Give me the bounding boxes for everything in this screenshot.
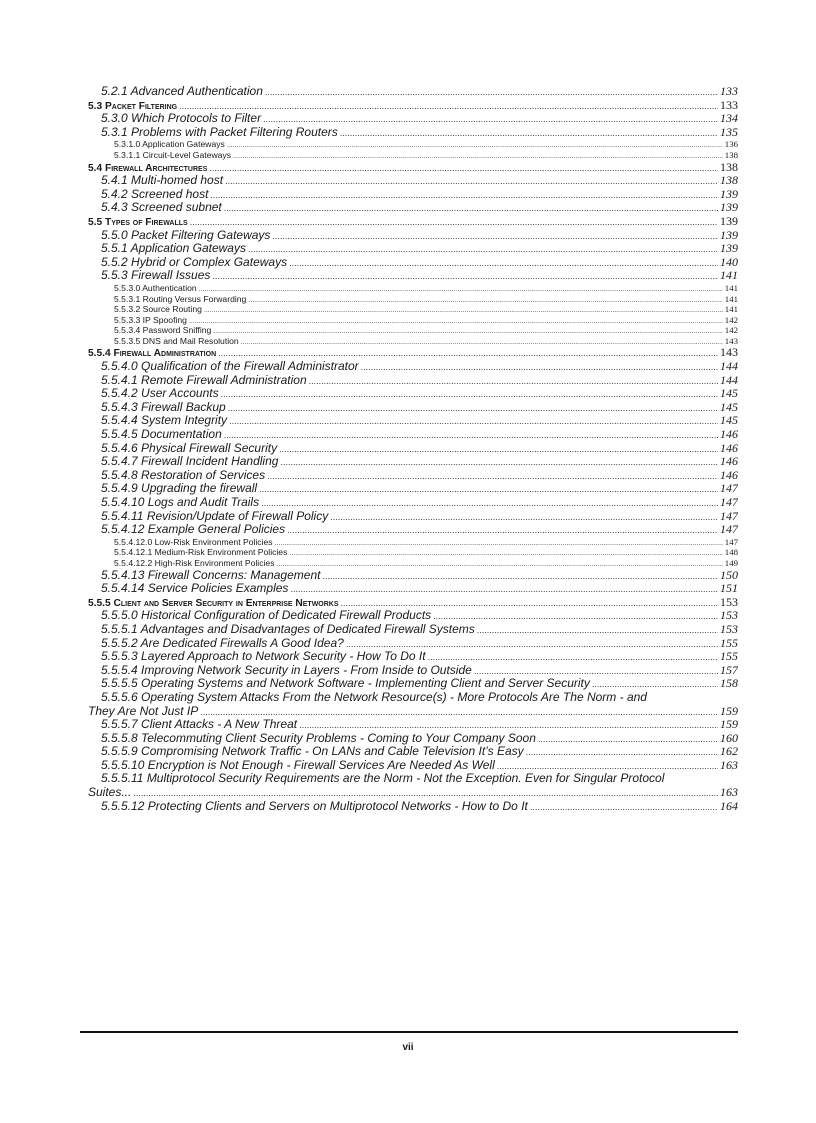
- toc-entry-label: 5.5.0 Packet Filtering Gateways: [101, 228, 271, 242]
- dot-leader: [248, 243, 718, 256]
- dot-leader: [241, 338, 723, 347]
- toc-entry[interactable]: [88, 718, 738, 732]
- toc-entry-label: Suites...: [88, 786, 132, 800]
- toc-page-number: 141: [724, 304, 738, 315]
- toc-entry[interactable]: [88, 99, 738, 113]
- toc-page-number: 146: [720, 455, 738, 469]
- toc-entry-label: 5.5.5.11 Multiprotocol Security Requirements are the Norm - Not the Exception. Even for Singular Protocol: [101, 772, 665, 786]
- toc-page-number: 164: [720, 799, 738, 813]
- toc-entry-label: 5.5.5.6 Operating System Attacks From the Network Resource(s) - More Protocols Are The Norm - and: [101, 690, 647, 704]
- toc-entry-label: 5.5.5.2 Are Dedicated Firewalls A Good Idea?: [101, 636, 344, 650]
- toc-entry[interactable]: [88, 256, 738, 270]
- toc-entry-label: 5.5.4.11 Revision/Update of Firewall Policy: [101, 509, 329, 523]
- toc-page-number: 155: [720, 650, 738, 664]
- toc-entry-label: 5.5.4.0 Qualification of the Firewall Administrator: [101, 360, 359, 374]
- toc-entry-label: 5.5.3.3 IP Spoofing: [114, 314, 187, 325]
- dot-leader: [179, 100, 718, 113]
- toc-entry-label: 5.5.4.10 Logs and Audit Trails: [101, 496, 260, 509]
- toc-entry[interactable]: [88, 215, 738, 229]
- toc-page-number: 136: [724, 139, 738, 150]
- dot-leader: [592, 678, 718, 691]
- dot-leader: [227, 141, 723, 150]
- toc-entry[interactable]: [88, 469, 738, 483]
- dot-leader: [330, 511, 718, 524]
- toc-page-number: 140: [720, 255, 738, 269]
- dot-leader: [204, 306, 723, 315]
- toc-page-number: 160: [720, 731, 738, 745]
- toc-entry-label: 5.5.4.2 User Accounts: [101, 387, 219, 401]
- dot-leader: [190, 216, 718, 229]
- toc-entry-label: 5.3.1.0 Application Gateways: [114, 139, 225, 150]
- toc-entry-label: 5.5.5.7 Client Attacks - A New Threat: [101, 718, 298, 732]
- toc-section-title: Types of Firewalls: [105, 216, 188, 228]
- toc-page-number: 141: [724, 293, 738, 304]
- toc-entry[interactable]: [88, 139, 738, 150]
- toc-entry-label: 5.3.1 Problems with Packet Filtering Routers: [101, 125, 338, 139]
- toc-entry-label: 5.5.5.3 Layered Approach to Network Security - How To Do It: [101, 650, 426, 664]
- toc-entry[interactable]: [88, 428, 738, 442]
- toc-entry[interactable]: [88, 85, 738, 99]
- toc-entry-label: [88, 216, 188, 229]
- dot-leader: [474, 665, 718, 678]
- toc-entry-label: 5.5.5.0 Historical Configuration of Dedicated Firewall Products: [101, 609, 432, 623]
- toc-section-title: Packet Filtering: [105, 100, 178, 112]
- dot-leader: [299, 719, 718, 732]
- dot-leader: [428, 651, 718, 664]
- toc-section-title: Firewall Administration: [113, 348, 217, 360]
- toc-page-number: 148: [724, 547, 738, 558]
- toc-page-number: 141: [720, 269, 738, 283]
- dot-leader: [263, 113, 718, 126]
- dot-leader: [538, 733, 718, 746]
- toc-page-number: 157: [720, 663, 738, 677]
- toc-section-title: Client and Server Security in Enterprise Networks: [113, 597, 339, 609]
- toc-entry[interactable]: [88, 336, 738, 347]
- dot-leader: [233, 152, 723, 161]
- toc-page-number: 144: [720, 360, 738, 374]
- dot-leader: [341, 597, 718, 610]
- toc-entry-label: [88, 162, 207, 175]
- toc-entry-label: 5.5.4.5 Documentation: [101, 428, 222, 442]
- toc-entry[interactable]: [88, 569, 738, 583]
- toc-page-number: 139: [720, 201, 738, 215]
- toc-entry-label: 5.5.3.4 Password Sniffing: [114, 325, 212, 336]
- toc-page-number: 153: [720, 595, 738, 609]
- footer-rule: [80, 1031, 738, 1033]
- toc-entry-label: 5.5.3.1 Routing Versus Forwarding: [114, 293, 247, 304]
- toc-page-number: 151: [720, 582, 738, 596]
- page-number: vii: [402, 1042, 414, 1053]
- toc-page-number: 162: [720, 745, 738, 759]
- toc-entry[interactable]: [88, 126, 738, 140]
- toc-entry[interactable]: [88, 609, 738, 623]
- toc-entry[interactable]: [88, 269, 738, 283]
- toc-entry[interactable]: [88, 523, 738, 537]
- toc-page-number: 142: [724, 314, 738, 325]
- dot-leader: [526, 746, 718, 759]
- toc-entry[interactable]: [88, 346, 738, 360]
- toc-page-number: 139: [720, 214, 738, 228]
- toc-entry-label: 5.5.5.10 Encryption is Not Enough - Firewall Services Are Needed As Well: [101, 758, 495, 772]
- toc-entry[interactable]: [88, 188, 738, 202]
- toc-entry[interactable]: [88, 387, 738, 401]
- toc-entry[interactable]: [88, 304, 738, 315]
- dot-leader: [229, 415, 718, 428]
- dot-leader: [224, 429, 718, 442]
- dot-leader: [213, 327, 723, 336]
- toc-entry[interactable]: [88, 537, 738, 548]
- dot-leader: [210, 189, 718, 202]
- dot-leader: [248, 296, 722, 305]
- toc-page-number: 135: [720, 125, 738, 139]
- toc-entry-label: [88, 597, 339, 610]
- toc-entry[interactable]: [88, 496, 738, 510]
- dot-leader: [275, 539, 723, 548]
- toc-entry-label: 5.5.4.9 Upgrading the firewall: [101, 482, 258, 496]
- toc-page-number: 145: [720, 414, 738, 428]
- dot-leader: [133, 787, 718, 800]
- toc-entry-label: 5.3.1.1 Circuit-Level Gateways: [114, 149, 232, 160]
- toc-page-number: 159: [720, 704, 738, 718]
- toc-entry[interactable]: [88, 401, 738, 415]
- dot-leader: [265, 86, 718, 99]
- toc-entry[interactable]: [88, 745, 738, 759]
- dot-leader: [267, 470, 718, 483]
- toc-entry[interactable]: [88, 374, 738, 388]
- toc-entry-label: 5.4.3 Screened subnet: [101, 201, 222, 215]
- toc-page-number: 138: [720, 160, 738, 174]
- toc-entry[interactable]: [88, 482, 738, 496]
- dot-leader: [225, 175, 718, 188]
- toc-entry[interactable]: [88, 759, 738, 773]
- toc-page-number: 163: [720, 758, 738, 772]
- toc-entry[interactable]: [88, 637, 738, 651]
- toc-entry[interactable]: [88, 112, 738, 126]
- toc-page-number: 146: [720, 428, 738, 442]
- toc-entry-label: 5.5.4.6 Physical Firewall Security: [101, 441, 278, 455]
- toc-entry-label: 5.5.4.3 Firewall Backup: [101, 400, 226, 414]
- toc-entry-label: 5.5.3.2 Source Routing: [114, 304, 202, 315]
- dot-leader: [228, 402, 718, 415]
- toc-entry[interactable]: [88, 325, 738, 336]
- toc-entry-label: 5.5.1 Application Gateways: [101, 242, 246, 256]
- dot-leader: [289, 549, 722, 558]
- toc-page-number: 158: [720, 677, 738, 691]
- dot-leader: [340, 127, 718, 140]
- toc-page-number: 133: [720, 85, 738, 98]
- toc-entry-line[interactable]: [88, 772, 738, 786]
- table-of-contents: [88, 85, 738, 813]
- toc-entry-label: 5.5.4.13 Firewall Concerns: Management: [101, 568, 321, 582]
- dot-leader: [530, 801, 718, 814]
- dot-leader: [290, 583, 718, 596]
- toc-page-number: 159: [720, 718, 738, 732]
- toc-entry-line[interactable]: [88, 691, 738, 705]
- toc-entry-label: 5.5.5.4 Improving Network Security in Layers - From Inside to Outside: [101, 663, 472, 677]
- dot-leader: [199, 285, 723, 294]
- toc-entry-label: 5.4.1 Multi-homed host: [101, 174, 224, 188]
- toc-page-number: 138: [724, 149, 738, 160]
- toc-entry[interactable]: [88, 650, 738, 664]
- toc-entry-label: 5.5.3.5 DNS and Mail Resolution: [114, 335, 239, 346]
- toc-entry[interactable]: [88, 161, 738, 175]
- toc-entry-label: 5.5.4.14 Service Policies Examples: [101, 582, 289, 596]
- toc-page-number: 153: [720, 609, 738, 623]
- toc-page-number: 155: [720, 636, 738, 650]
- dot-leader: [346, 638, 718, 651]
- dot-leader: [272, 230, 718, 243]
- toc-entry[interactable]: [88, 242, 738, 256]
- toc-entry-label: 5.5.4.7 Firewall Incident Handling: [101, 455, 279, 469]
- toc-page-number: 143: [720, 346, 738, 360]
- toc-section-number: 5.4: [88, 162, 103, 174]
- toc-page-number: 133: [720, 98, 738, 112]
- dot-leader: [221, 388, 718, 401]
- dot-leader: [322, 570, 718, 583]
- toc-entry[interactable]: [88, 150, 738, 161]
- toc-entry[interactable]: [88, 582, 738, 596]
- toc-page-number: 141: [724, 282, 738, 293]
- toc-entry[interactable]: [88, 623, 738, 637]
- toc-entry-label: 5.5.5.5 Operating Systems and Network Software - Implementing Client and Server Security: [101, 677, 590, 691]
- toc-entry-label: 5.5.4.4 System Integrity: [101, 414, 228, 428]
- dot-leader: [280, 456, 718, 469]
- toc-entry[interactable]: [88, 315, 738, 326]
- dot-leader: [277, 560, 723, 569]
- toc-entry[interactable]: [88, 283, 738, 294]
- toc-entry[interactable]: [88, 201, 738, 215]
- toc-entry-label: 5.5.4.12.2 High-Risk Environment Policies: [114, 557, 275, 568]
- toc-entry[interactable]: [88, 174, 738, 188]
- toc-page-number: 144: [720, 373, 738, 387]
- toc-entry-line[interactable]: [88, 786, 738, 800]
- toc-entry[interactable]: [88, 510, 738, 524]
- toc-entry-label: They Are Not Just IP: [88, 704, 199, 718]
- toc-page-number: 146: [720, 441, 738, 455]
- toc-page-number: 142: [724, 325, 738, 336]
- dot-leader: [218, 347, 718, 360]
- dot-leader: [287, 524, 718, 537]
- dot-leader: [200, 706, 718, 719]
- toc-page-number: 147: [720, 482, 738, 496]
- toc-entry-label: 5.5.4.1 Remote Firewall Administration: [101, 373, 307, 387]
- toc-entry[interactable]: [88, 732, 738, 746]
- dot-leader: [289, 257, 718, 270]
- toc-entry-label: 5.5.4.8 Restoration of Services: [101, 468, 266, 482]
- dot-leader: [261, 497, 718, 510]
- toc-page-number: 145: [720, 387, 738, 401]
- toc-entry-label: 5.5.3 Firewall Issues: [101, 269, 211, 283]
- toc-entry-label: [88, 347, 216, 360]
- toc-entry[interactable]: [88, 229, 738, 243]
- toc-entry[interactable]: [88, 596, 738, 610]
- dot-leader: [259, 483, 718, 496]
- toc-entry[interactable]: [88, 455, 738, 469]
- toc-entry-label: 5.5.4.12.0 Low-Risk Environment Policies: [114, 536, 273, 547]
- toc-page-number: 147: [724, 536, 738, 547]
- toc-page-number: 146: [720, 468, 738, 482]
- toc-page-number: 134: [720, 112, 738, 126]
- toc-page-number: 139: [720, 187, 738, 201]
- toc-entry[interactable]: [88, 294, 738, 305]
- toc-entry[interactable]: [88, 677, 738, 691]
- toc-entry-label: 5.5.5.8 Telecommuting Client Security Problems - Coming to Your Company Soon: [101, 731, 536, 745]
- toc-page-number: 145: [720, 400, 738, 414]
- dot-leader: [361, 361, 718, 374]
- toc-page-number: 138: [720, 174, 738, 188]
- dot-leader: [433, 610, 718, 623]
- toc-entry[interactable]: [88, 664, 738, 678]
- toc-page-number: 139: [720, 242, 738, 256]
- toc-page-number: 163: [720, 786, 738, 800]
- toc-page-number: 147: [720, 523, 738, 537]
- toc-entry[interactable]: [88, 547, 738, 558]
- toc-entry-label: 5.2.1 Advanced Authentication: [101, 85, 263, 98]
- dot-leader: [497, 760, 718, 773]
- toc-entry-label: [88, 100, 177, 113]
- toc-entry[interactable]: [88, 360, 738, 374]
- toc-entry-label: 5.5.5.1 Advantages and Disadvantages of Dedicated Firewall Systems: [101, 622, 475, 636]
- toc-entry[interactable]: [88, 558, 738, 569]
- toc-entry-label: 5.3.0 Which Protocols to Filter: [101, 112, 262, 126]
- toc-entry-label: 5.5.3.0 Authentication: [114, 282, 197, 293]
- toc-section-number: 5.5.5: [88, 597, 111, 609]
- toc-page-number: 149: [724, 557, 738, 568]
- toc-page-number: 153: [720, 622, 738, 636]
- dot-leader: [279, 443, 718, 456]
- dot-leader: [477, 624, 718, 637]
- toc-entry[interactable]: [88, 414, 738, 428]
- toc-entry-label: 5.5.2 Hybrid or Complex Gateways: [101, 255, 288, 269]
- toc-section-number: 5.5.4: [88, 348, 111, 360]
- toc-page-number: 139: [720, 228, 738, 242]
- toc-entry-label: 5.5.5.12 Protecting Clients and Servers on Multiprotocol Networks - How to Do It: [101, 799, 528, 813]
- toc-entry[interactable]: [88, 800, 738, 814]
- toc-page-number: 147: [720, 509, 738, 523]
- toc-entry-line[interactable]: [88, 705, 738, 719]
- dot-leader: [309, 375, 718, 388]
- toc-page-number: 143: [724, 335, 738, 346]
- toc-entry-label: 5.5.5.9 Compromising Network Traffic - On LANs and Cable Television It’s Easy: [101, 745, 524, 759]
- toc-section-number: 5.3: [88, 100, 103, 112]
- toc-entry[interactable]: [88, 442, 738, 456]
- toc-page-number: 150: [720, 568, 738, 582]
- dot-leader: [209, 162, 718, 175]
- toc-section-title: Firewall Architectures: [105, 162, 208, 174]
- toc-entry-label: 5.5.4.12.1 Medium-Risk Environment Policies: [114, 547, 288, 558]
- toc-entry-label: 5.5.4.12 Example General Policies: [101, 523, 286, 537]
- toc-entry-label: 5.4.2 Screened host: [101, 187, 209, 201]
- toc-page-number: 147: [720, 496, 738, 509]
- dot-leader: [212, 270, 718, 283]
- toc-section-number: 5.5: [88, 216, 103, 228]
- dot-leader: [189, 317, 723, 326]
- dot-leader: [224, 202, 718, 215]
